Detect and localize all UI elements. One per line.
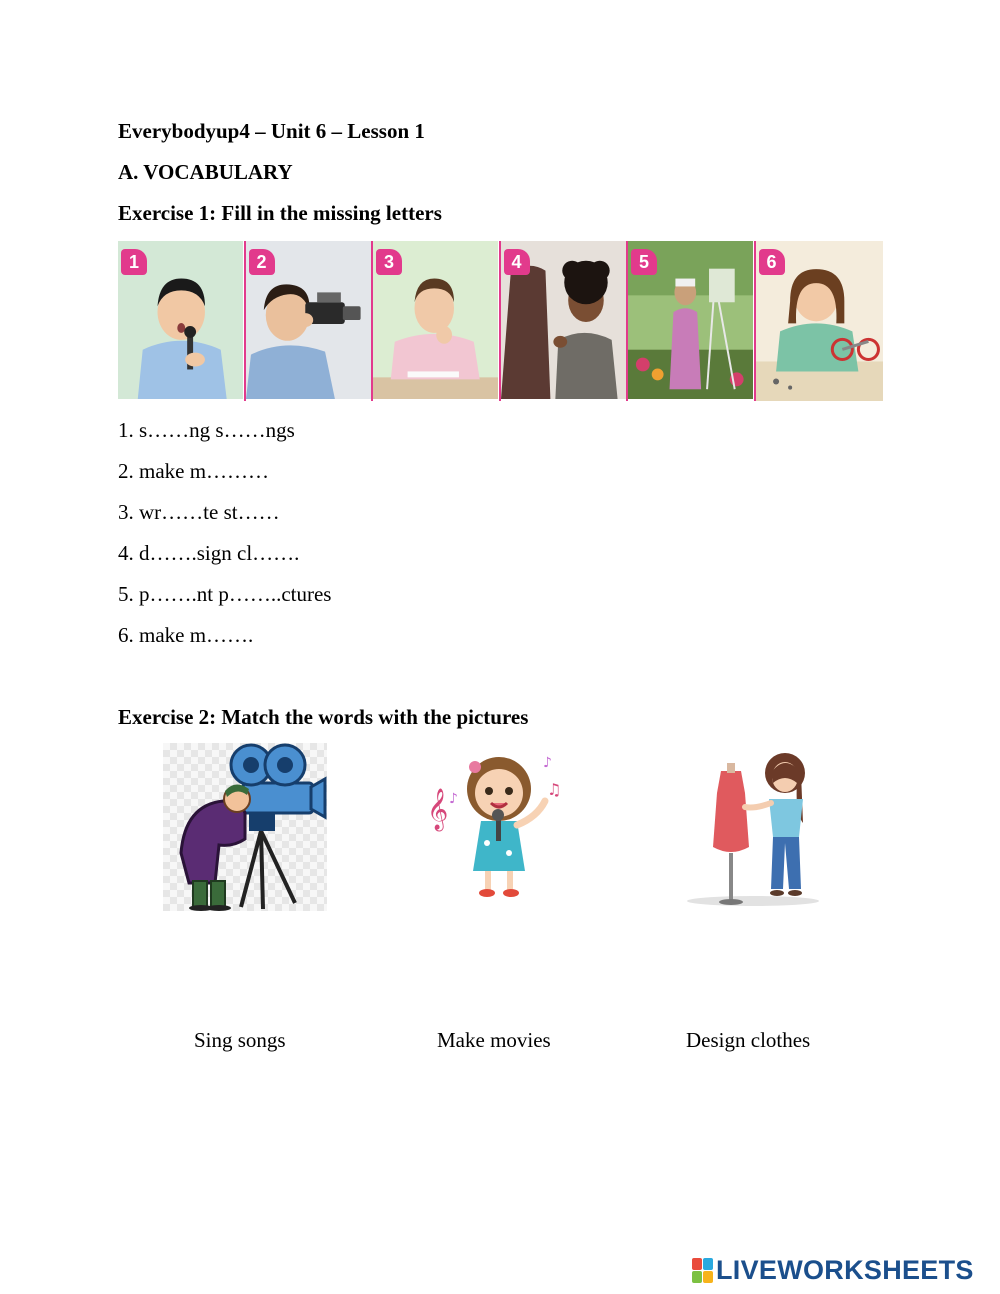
exercise2-title: Exercise 2: Match the words with the pictures (118, 705, 529, 729)
panel-number-badge: 6 (759, 249, 785, 275)
photo-panel-1 (118, 241, 246, 401)
exercise1-item-6: 6. make m……. (118, 623, 254, 647)
worksheet-title: Everybodyup4 – Unit 6 – Lesson 1 (118, 119, 425, 143)
exercise1-item-4: 4. d…….sign cl……. (118, 541, 300, 565)
exercise1-item-3: 3. wr……te st…… (118, 500, 280, 524)
svg-text:♪: ♪ (449, 791, 458, 807)
liveworksheets-logo (692, 1255, 974, 1285)
panel-number-badge: 5 (631, 249, 657, 275)
panel-number-badge: 2 (249, 249, 275, 275)
photo-panel-3 (373, 241, 501, 401)
photo-panel-5 (628, 241, 756, 401)
svg-text:♪: ♪ (543, 755, 552, 771)
girl-singing-picture (425, 743, 565, 903)
section-heading: A. VOCABULARY (118, 160, 293, 184)
panel-number-badge: 3 (376, 249, 402, 275)
photo-panel-2 (246, 241, 374, 401)
svg-text:♫: ♫ (547, 780, 562, 799)
dressmaker-picture (685, 743, 825, 909)
exercise1-item-5: 5. p…….nt p……..ctures (118, 582, 332, 606)
exercise1-title: Exercise 1: Fill in the missing letters (118, 201, 442, 225)
liveworksheets-logo-icon (692, 1258, 712, 1282)
panel-number-badge: 1 (121, 249, 147, 275)
photo-panel-6 (756, 241, 884, 401)
svg-text:𝄞: 𝄞 (427, 789, 449, 830)
cameraman-picture (163, 743, 327, 911)
exercise1-item-1: 1. s……ng s……ngs (118, 418, 295, 442)
liveworksheets-brand-text: LIVEWORKSHEETS (716, 1254, 974, 1285)
panel-number-badge: 4 (504, 249, 530, 275)
match-label-sing-songs: Sing songs (194, 1028, 286, 1052)
match-label-make-movies: Make movies (437, 1028, 551, 1052)
match-label-design-clothes: Design clothes (686, 1028, 811, 1052)
exercise1-photo-strip (118, 241, 883, 401)
exercise1-item-2: 2. make m……… (118, 459, 270, 483)
photo-panel-4 (501, 241, 629, 401)
